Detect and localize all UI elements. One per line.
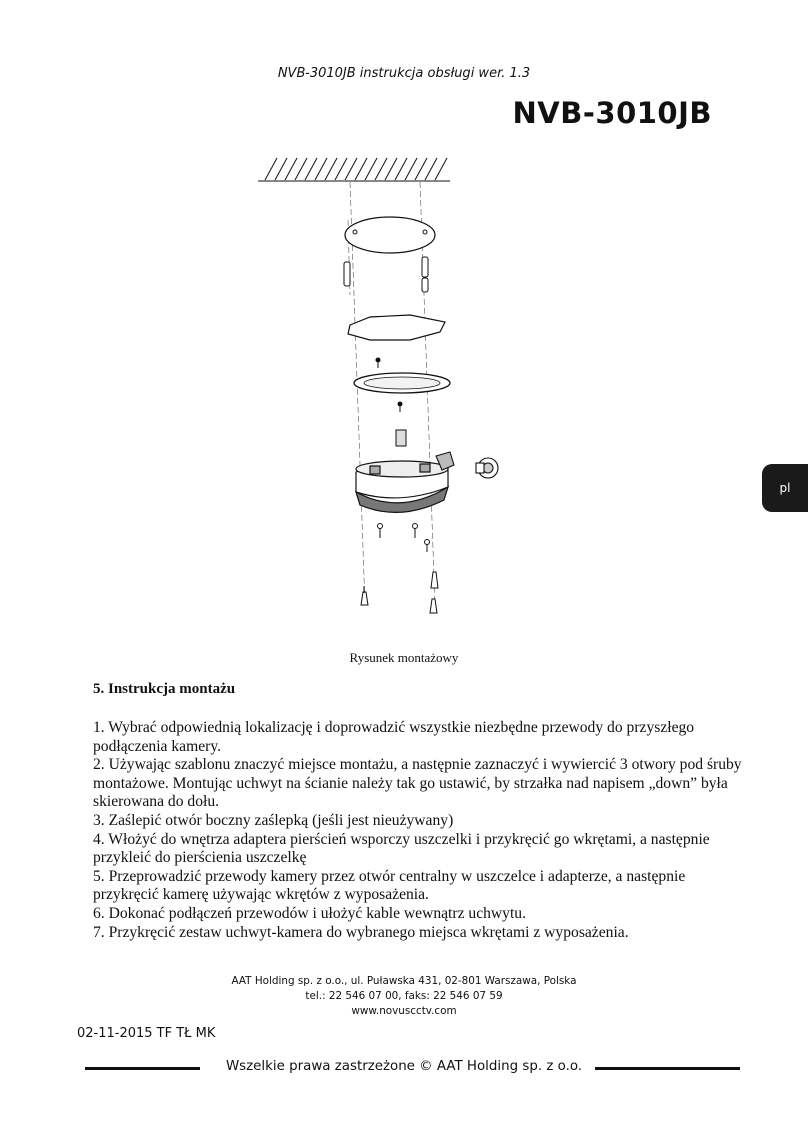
mounting-screws [361, 524, 438, 614]
step-6: 6. Dokonać podłączeń przewodów i ułożyć kable wewnątrz uchwytu. [93, 904, 527, 922]
section-title: 5. Instrukcja montażu [93, 681, 236, 697]
step-4: 4. Włożyć do wnętrza adaptera pierścień wsporczy uszczelki i przykręcić go wkrętami, a następnie przykleić do pierścienia uszczelkę [93, 830, 710, 867]
mounting-diagram [250, 150, 520, 620]
company-website[interactable]: www.novuscctv.com [351, 1005, 457, 1017]
step-1: 1. Wybrać odpowiednią lokalizację i doprowadzić wszystkie niezbędne przewody do przyszłego podłączenia kamery. [93, 719, 695, 755]
figure-caption: Rysunek montażowy [349, 650, 459, 665]
model-title: NVB-3010JB [512, 96, 712, 130]
step-7: 7. Przykręcić zestaw uchwyt-kamera do wybranego miejsca wkrętami z wyposażenia. [93, 923, 629, 941]
step-2: 2. Używając szablonu znaczyć miejsce montażu, a następnie zaznaczyć i wywiercić 3 otwory pod śruby montażowe. Montując uchwyt na ścianie należy tak go ustawić, by strzałka nad napisem „down” była skierowana do dołu. [93, 756, 742, 811]
company-address: AAT Holding sp. z o.o., ul. Puławska 431, 02-801 Warszawa, Polska [231, 975, 577, 987]
installation-steps [93, 719, 743, 942]
company-footer [0, 974, 808, 1019]
copyright-notice: Wszelkie prawa zastrzeżone © AAT Holding sp. z o.o. [225, 1059, 583, 1074]
gasket [348, 315, 445, 340]
wall-plugs [344, 257, 428, 292]
ceiling-hatch [258, 158, 450, 181]
bushing [396, 430, 406, 446]
ceiling-plate [345, 217, 435, 253]
company-contact: tel.: 22 546 07 00, faks: 22 546 07 59 [305, 990, 503, 1002]
adapter-housing [356, 461, 448, 512]
running-header: NVB-3010JB instrukcja obsługi wer. 1.3 [277, 66, 531, 81]
language-tab[interactable]: pl [762, 464, 808, 512]
document-date: 02-11-2015 TF TŁ MK [77, 1026, 216, 1041]
step-3: 3. Zaślepić otwór boczny zaślepką (jeśli jest nieużywany) [93, 811, 454, 829]
step-5: 5. Przeprowadzić przewody kamery przez otwór centralny w uszczelce i adapterze, a następnie przykręcić kamerę używając wkrętów z wyposażenia. [93, 867, 686, 904]
